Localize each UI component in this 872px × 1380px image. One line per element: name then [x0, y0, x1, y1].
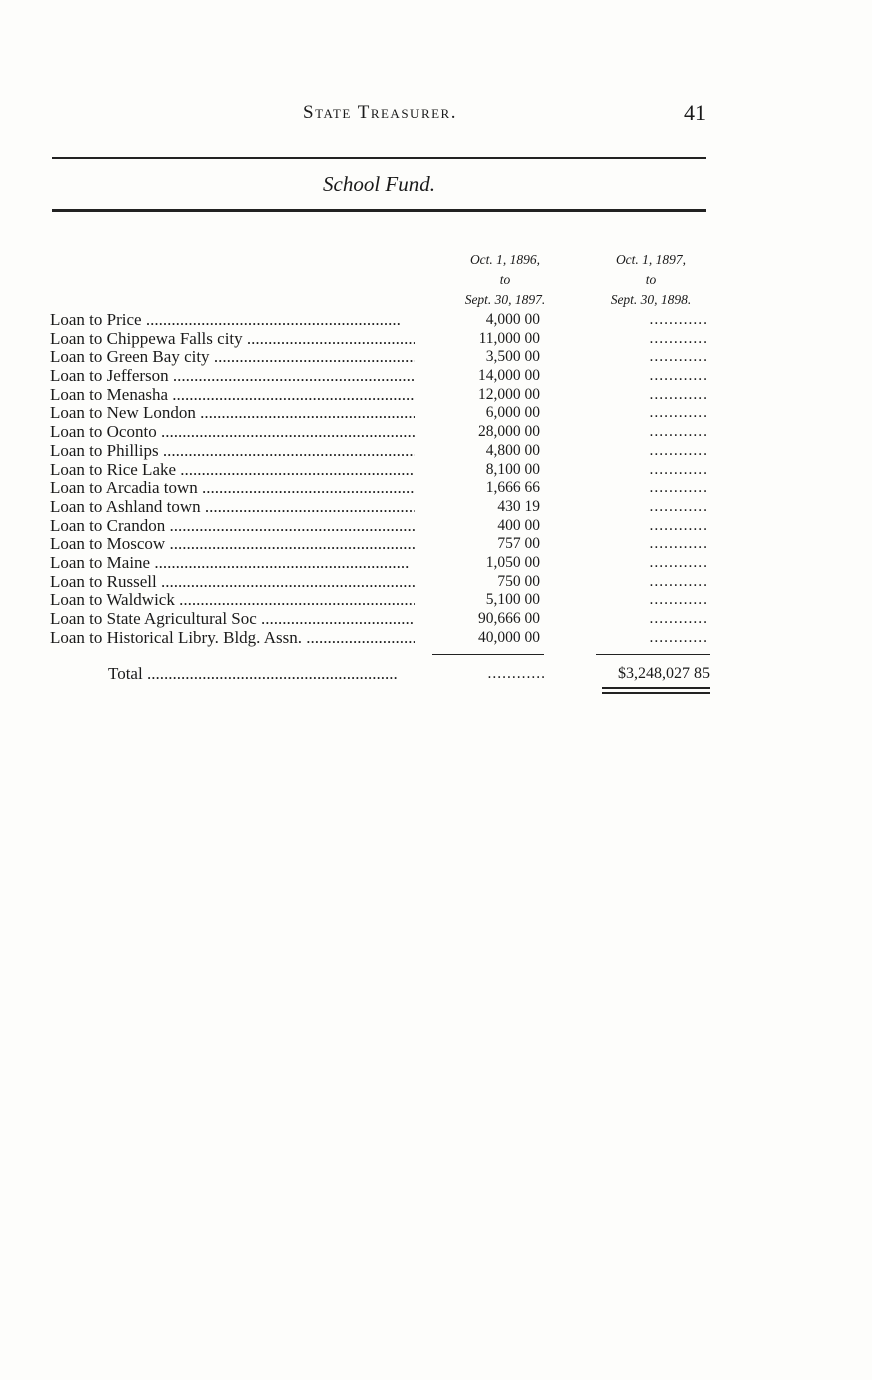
value-1896: 11,000 00	[478, 329, 540, 347]
value-1896: 12,000 00	[478, 385, 540, 403]
value-1896: 5,100 00	[485, 591, 540, 609]
table-row	[50, 442, 714, 461]
column-header-line: to	[645, 272, 657, 287]
running-head	[52, 102, 708, 128]
row-label: Loan to Waldwick .....	[50, 591, 415, 610]
table-row	[50, 573, 714, 592]
total-double-rule	[602, 687, 710, 689]
value-1897: ............	[649, 535, 708, 553]
table-row	[50, 479, 714, 498]
row-label: Loan to Moscow .....	[50, 535, 415, 554]
column-header-line: Oct. 1, 1897,	[615, 252, 687, 267]
total-value-1897: $3,248,027 85	[618, 665, 710, 682]
total-double-rule	[602, 692, 710, 694]
table-row	[50, 535, 714, 554]
table-row	[50, 461, 714, 480]
value-1896: 4,000 00	[485, 311, 540, 328]
value-1896: 757 00	[497, 535, 540, 553]
loan-table	[50, 311, 714, 647]
value-1896: 28,000 00	[478, 423, 540, 441]
row-label: Loan to Phillips .....	[50, 442, 415, 461]
column-header-line: Sept. 30, 1898.	[610, 292, 692, 307]
value-1896: 40,000 00	[478, 628, 540, 646]
table-row	[50, 610, 714, 629]
column-header-1897	[586, 250, 716, 310]
value-1896: 8,100 00	[485, 460, 540, 478]
value-1896: 750 00	[497, 572, 540, 590]
table-row	[50, 423, 714, 442]
sum-rule-1897	[596, 654, 710, 655]
value-1897: ............	[649, 572, 708, 590]
value-1897: ............	[649, 441, 708, 459]
row-label: Loan to Price .....	[50, 311, 415, 330]
row-label: Loan to Menasha .....	[50, 386, 415, 405]
table-row	[50, 591, 714, 610]
value-1897: ............	[649, 553, 708, 571]
row-label: Loan to Oconto .....	[50, 423, 415, 442]
table-row	[50, 517, 714, 536]
value-1896: 430 19	[497, 497, 540, 515]
top-rule	[52, 157, 706, 159]
running-title: State Treasurer.	[303, 102, 457, 123]
row-label: Loan to Maine .....	[50, 554, 415, 573]
column-header-line: to	[499, 272, 511, 287]
sum-rule-1896	[432, 654, 544, 655]
row-label: Loan to Chippewa Falls city .....	[50, 330, 415, 349]
value-1897: ............	[649, 516, 708, 534]
value-1897: ............	[649, 479, 708, 497]
value-1896: 1,666 66	[485, 479, 540, 497]
table-row	[50, 629, 714, 648]
row-label: Loan to Russell .....	[50, 573, 415, 592]
table-row	[50, 311, 714, 330]
value-1896: 3,500 00	[485, 348, 540, 366]
table-row	[50, 554, 714, 573]
row-label: Loan to Green Bay city .....	[50, 348, 415, 367]
table-row	[50, 404, 714, 423]
value-1896: 14,000 00	[478, 367, 540, 385]
column-header-1896	[440, 250, 570, 310]
value-1897: ............	[649, 460, 708, 478]
row-label: Loan to New London .....	[50, 404, 415, 423]
row-label: Loan to State Agricultural Soc .....	[50, 610, 415, 629]
column-header-line: Sept. 30, 1897.	[464, 292, 546, 307]
value-1896: 400 00	[497, 516, 540, 534]
value-1897: ............	[649, 329, 708, 347]
total-row	[50, 664, 714, 684]
value-1896: 4,800 00	[485, 441, 540, 459]
value-1896: 90,666 00	[478, 610, 540, 627]
table-row	[50, 348, 714, 367]
table-row	[50, 367, 714, 386]
row-label: Loan to Crandon .....	[50, 517, 415, 536]
value-1897: ............	[649, 591, 708, 609]
value-1897: ............	[649, 404, 708, 422]
table-row	[50, 498, 714, 517]
row-label: Loan to Jefferson .....	[50, 367, 415, 386]
value-1896: 6,000 00	[485, 404, 540, 422]
value-1897: ............	[649, 423, 708, 441]
value-1897: ............	[649, 348, 708, 366]
value-1897: ............	[649, 628, 708, 646]
page-number: 41	[684, 100, 706, 125]
row-label: Loan to Arcadia town .....	[50, 479, 415, 498]
value-1897: ............	[649, 311, 708, 328]
column-header-line: Oct. 1, 1896,	[469, 252, 541, 267]
value-1897: ............	[649, 497, 708, 515]
row-label: Loan to Ashland town .....	[50, 498, 415, 517]
section-title: School Fund.	[323, 172, 435, 196]
total-value-1896: ............	[487, 665, 546, 682]
value-1897: ............	[649, 610, 708, 627]
heading-rule	[52, 209, 706, 212]
value-1897: ............	[649, 367, 708, 385]
row-label: Loan to Historical Libry. Bldg. Assn. .....	[50, 629, 415, 648]
row-label: Loan to Rice Lake .....	[50, 461, 415, 480]
table-row	[50, 386, 714, 405]
value-1896: 1,050 00	[485, 553, 540, 571]
total-label: Total .....	[108, 664, 413, 684]
value-1897: ............	[649, 385, 708, 403]
table-row	[50, 330, 714, 349]
